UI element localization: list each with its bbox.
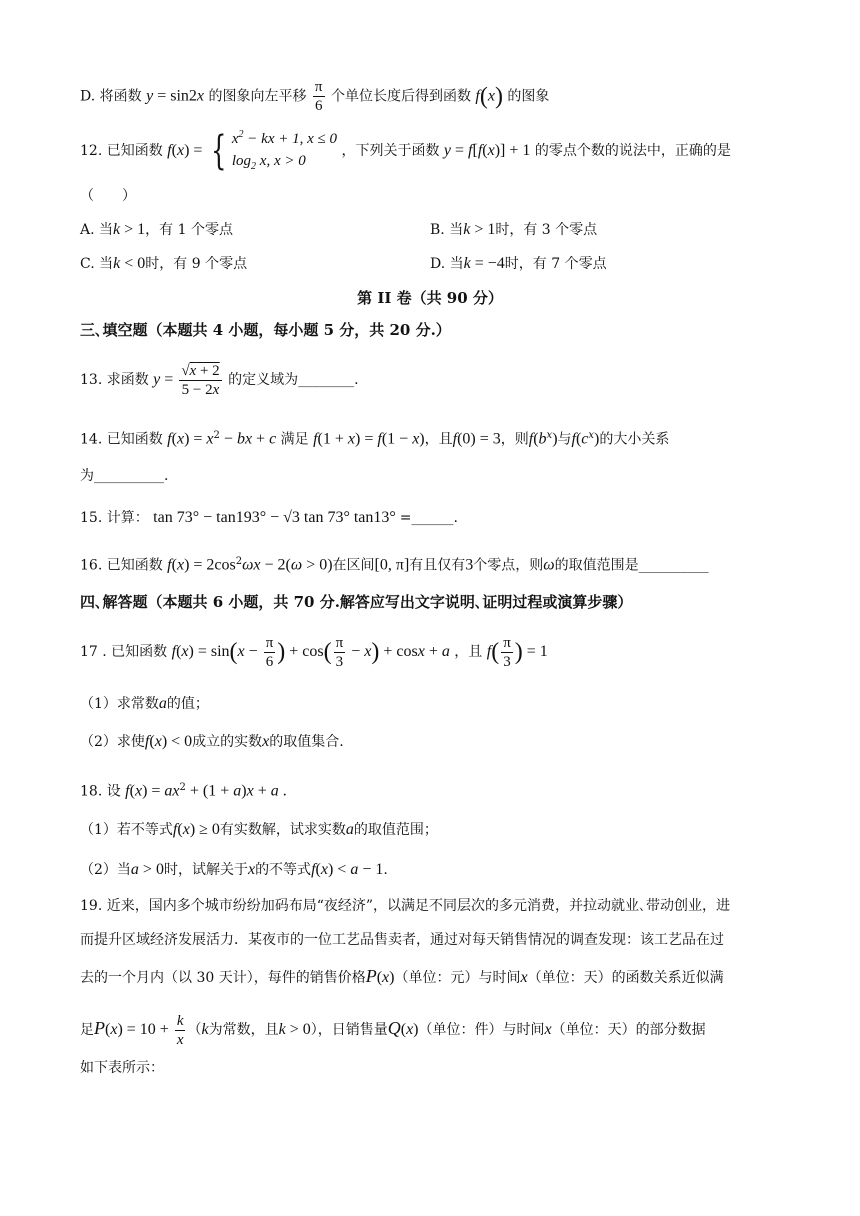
q12-paren: （ ）	[80, 188, 136, 204]
q17-stem: 17 . 已知函数 f(x) = sin(x − $\frac{\pi}{6}$ ) + cos( $\frac{\pi}{3}$ − x) + cosx + a ，且 f( $\frac{\pi}{3}$ ) = 1	[80, 634, 548, 670]
q11-option-d: D. 将函数 y = sin2x 的图象向左平移 $\frac{\pi}{6}$ 个单位长度后得到函数 f(x) 的图象	[80, 79, 550, 114]
q14-text: ，则	[500, 431, 529, 448]
q17-part1: （1）求常数a的值；	[80, 695, 209, 712]
q18-text: 的取值范围；	[353, 822, 438, 838]
q16-zero-count: 3	[465, 556, 474, 574]
q13-text: 13. 求函数	[80, 372, 149, 388]
option-text: B. 当	[430, 222, 464, 238]
q12-option-a: A. 当k > 1，有 1 个零点	[80, 221, 233, 238]
q16-text: 有且仅有	[409, 557, 466, 574]
q11-optd-text: D. 将函数	[80, 88, 142, 105]
q14-line2: 为__________.	[80, 468, 169, 484]
q18-text: 18. 设	[80, 783, 121, 800]
q19-text: （单位：天）的函数关系近似满	[527, 970, 724, 986]
q19-text: （单位：件）与时间	[418, 1022, 545, 1038]
q13: 13. 求函数 y = $\frac{√x + 2}{5 - 2x}$ 的定义域为________.	[80, 362, 359, 398]
q19-line2: 而提升区域经济发展活力．某夜市的一位工艺品售卖者，通过对每天销售情况的调查发现：该工艺品在过	[80, 932, 724, 948]
q18-text: 时，试解关于	[163, 862, 248, 878]
q19-text: ），日销售量	[310, 1022, 388, 1038]
q12-option-b: B. 当k > 1时，有 3 个零点	[430, 221, 598, 238]
q11-optd-text: 个单位长度后得到函数	[330, 88, 471, 105]
fraction: $\frac{√x + 2}{5 - 2x}$	[181, 362, 220, 398]
q19-text: 足	[80, 1022, 94, 1038]
q18-text: 的不等式	[255, 862, 312, 878]
option-text: 时，有 3 个零点	[495, 222, 598, 238]
q18-part1: （1）若不等式f(x) ≥ 0有实数解，试求实数a的取值范围；	[80, 821, 438, 838]
piecewise-cases: $x^2$ − kx + 1, x ≤ 0 $\log_2 x$, x > 0	[231, 129, 337, 172]
math-expr: y	[146, 87, 154, 105]
q18-text: .	[383, 862, 388, 878]
q18-stem: 18. 设 $f(x) = ax^2 + (1 + a)x + a$ .	[80, 782, 287, 800]
q14-text: 的大小关系	[599, 431, 670, 448]
q19-text: 去的一个月内（以 30 天计），每件的销售价格	[80, 970, 366, 986]
q19-text: 为常数，且	[208, 1022, 279, 1038]
q12-option-c: C. 当k < 0时，有 9 个零点	[80, 255, 248, 272]
q18-text: （2）当	[80, 862, 131, 878]
q17-text: 的取值集合.	[269, 734, 344, 750]
q15-text: 15. 计算：	[80, 510, 149, 526]
q14-text: ，且	[424, 431, 453, 448]
q14-line1: 14. 已知函数 $f(x) = x^2$ − bx + c 满足 f(1 + x) = f(1 − x)，且f(0) = 3，则$f(b^x)$与$f(c^x)$的大小关系	[80, 430, 670, 448]
section4-title: 四､解答题（本题共 6 小题，共 70 分.解答应写出文字说明､证明过程或演算步骤）	[80, 593, 633, 611]
option-text: ，有 1 个零点	[145, 222, 233, 238]
option-text: 时，有 9 个零点	[145, 256, 248, 272]
option-text: A. 当	[80, 222, 114, 238]
q18-text: （1）若不等式	[80, 822, 173, 838]
option-text: C. 当	[80, 256, 114, 272]
q19-line5: 如下表所示：	[80, 1060, 164, 1076]
q15: 15. 计算： tan 73° − tan193° − √3 tan 73° tan13° =______.	[80, 509, 458, 526]
q19-text: （单位：元）与时间	[394, 970, 521, 986]
q19-line4: 足P(x) = 10 + $\frac{k}{x}$ （k为常数，且k > 0），日销售量Q(x)（单位：件）与时间x（单位：天）的部分数据	[80, 1012, 706, 1048]
q16-text: 16. 已知函数	[80, 557, 163, 574]
q19-text: （单位：天）的部分数据	[551, 1022, 706, 1038]
q14-text: 满足	[280, 431, 309, 448]
q12-stem-text: 12. 已知函数	[80, 143, 163, 159]
q17-part2: （2）求使f(x) < 0成立的实数x的取值集合.	[80, 733, 344, 750]
q14-text: 与	[557, 431, 572, 448]
q12-stem-text: 的零点个数的说法中，正确的是	[534, 143, 731, 159]
q17-text: （1）求常数	[80, 696, 159, 712]
q18-text: 有实数解，试求实数	[219, 822, 346, 838]
q17-text: ，且	[454, 644, 483, 660]
q17-text: 的值；	[166, 696, 209, 712]
volume2-title: 第 II 卷（共 90 分）	[357, 289, 503, 307]
option-text: 时，有 7 个零点	[504, 256, 607, 272]
q17-text: 17 . 已知函数	[80, 644, 168, 660]
q17-text: （2）求使	[80, 734, 145, 750]
q12-option-d: D. 当k = −4时，有 7 个零点	[430, 255, 607, 272]
q12-stem-text: ，下列关于函数	[341, 143, 440, 159]
q17-text: 成立的实数	[192, 734, 263, 750]
q16-text: 个零点，则	[473, 557, 544, 574]
q15-text: =______.	[399, 510, 458, 526]
q16-text: 在区间	[332, 557, 375, 574]
fraction: $\frac{\pi}{6}$	[314, 79, 323, 114]
section3-title: 三､填空题（本题共 4 小题，每小题 5 分，共 20 分.）	[80, 321, 451, 339]
q19-line1: 19. 近来，国内多个城市纷纷加码布局“夜经济”，以满足不同层次的多元消费，并拉动就业､带动创业，进	[80, 898, 731, 914]
q14-text: 14. 已知函数	[80, 431, 163, 448]
q19-line3: 去的一个月内（以 30 天计），每件的销售价格P(x)（单位：元）与时间x（单位：天）的函数关系近似满	[80, 966, 724, 986]
q11-optd-text: 的图象向左平移	[208, 88, 307, 105]
option-text: D. 当	[430, 256, 464, 272]
q13-text: 的定义域为________.	[228, 372, 359, 388]
q16: 16. 已知函数 $f(x) = 2\cos^2\omega x - 2(\omega > 0)$在区间[0, π]有且仅有3个零点，则ω的取值范围是__________	[80, 556, 709, 574]
q11-optd-text: 的图象	[507, 88, 550, 105]
q18-part2: （2）当a > 0时，试解关于x的不等式f(x) < a − 1.	[80, 861, 388, 878]
q16-text: 的取值范围是__________	[554, 557, 709, 574]
q12-stem: 12. 已知函数 f(x) = { $x^2$ − kx + 1, x ≤ 0 $\log_2 x$, x > 0 ，下列关于函数 y = f[f(x)] + 1 的零点个数的说法中，正确的是	[80, 124, 790, 178]
q19-text: （	[187, 1022, 202, 1038]
